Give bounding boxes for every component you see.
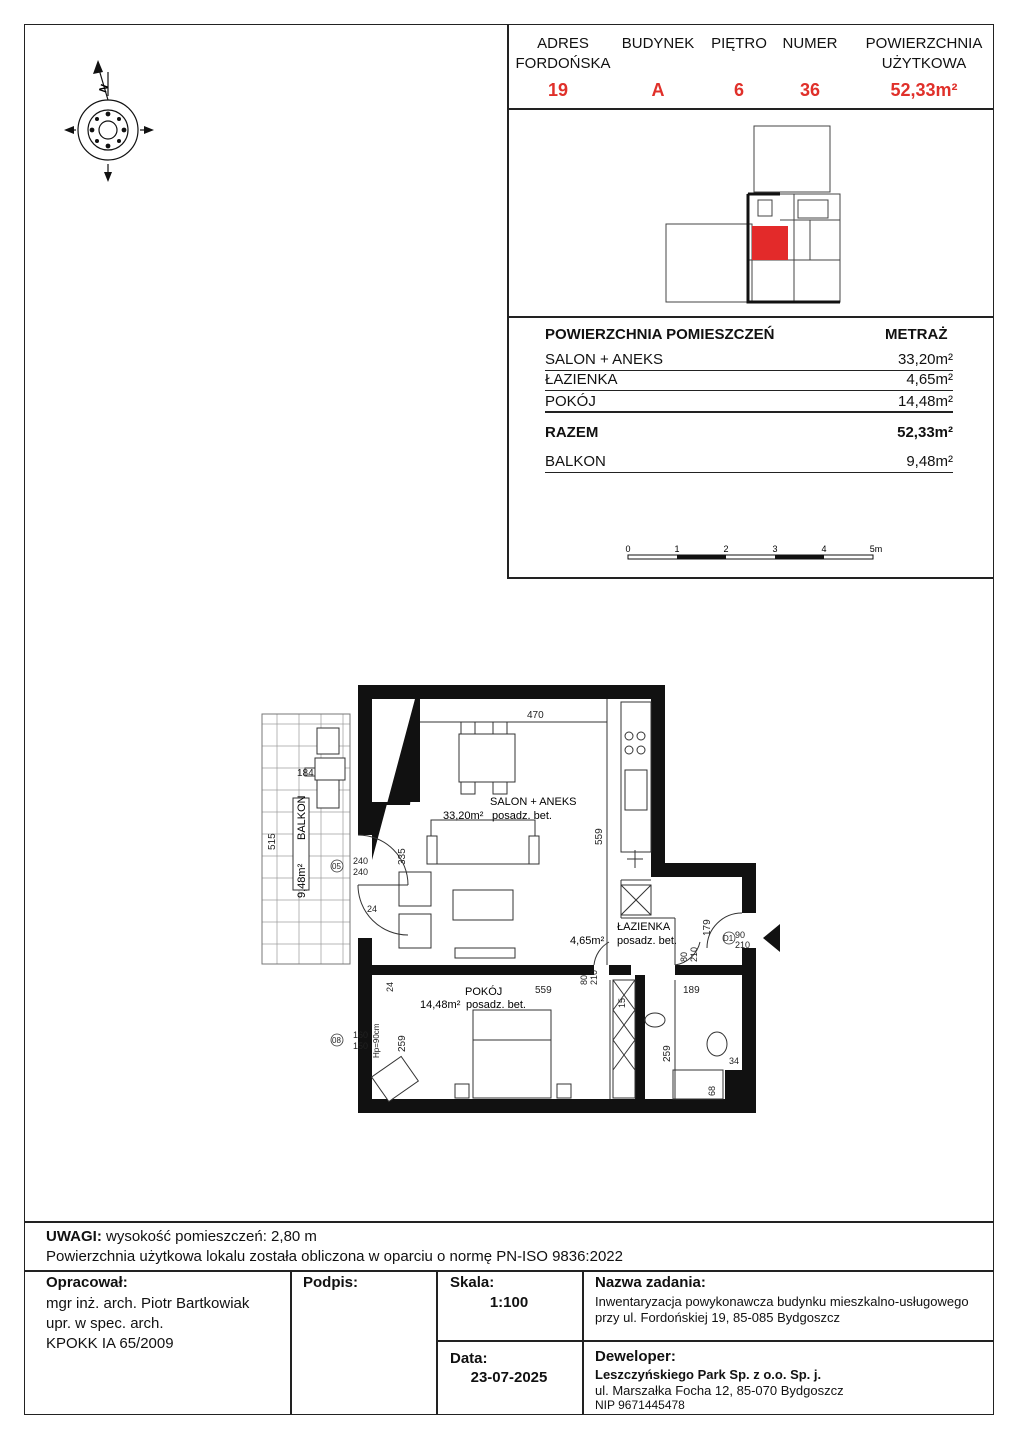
dim-24-a: 24 — [367, 904, 378, 914]
entrance-arrow-icon — [763, 924, 780, 952]
dim-210-b: 210 — [589, 969, 599, 985]
balkon-name: BALKON — [296, 795, 308, 840]
key-plan — [660, 120, 850, 310]
dim-160: 160 — [353, 1030, 369, 1040]
dim-559-pokoj: 559 — [535, 985, 552, 996]
header-value-budynek: A — [651, 80, 665, 100]
lazienka-name: ŁAZIENKA — [617, 921, 671, 933]
room-name: POKÓJ — [545, 393, 596, 410]
opracowal-label: Opracował: — [46, 1274, 128, 1291]
dim-90: 90 — [735, 930, 746, 940]
header-powierzchnia — [855, 34, 993, 74]
pokoj-floor: posadz. bet. — [466, 999, 526, 1011]
dim-24-b: 24 — [385, 981, 395, 992]
scale-tick-2: 2 — [723, 544, 729, 554]
dim-559-salon: 559 — [594, 828, 605, 845]
deweloper-label: Deweloper: — [595, 1348, 676, 1365]
compass-icon — [62, 58, 162, 183]
header-value-powierzchnia: 52,33m² — [890, 80, 958, 100]
room-name: ŁAZIENKA — [545, 371, 618, 388]
data-label: Data: — [450, 1350, 488, 1367]
scale-bar — [620, 540, 890, 566]
dim-335: 335 — [397, 848, 408, 865]
notes-uwagi-label: UWAGI: — [46, 1228, 102, 1245]
header-budynek: BUDYNEK — [621, 35, 695, 52]
notes-uwagi — [46, 1228, 317, 1245]
deweloper-line-2: ul. Marszałka Focha 12, 85-070 Bydgoszcz — [595, 1383, 844, 1398]
header-adres — [508, 34, 618, 74]
total-value: 52,33m² — [897, 424, 953, 441]
zadanie-line-1: Inwentaryzacja powykonawcza budynku mieszkalno-usługowego — [595, 1294, 969, 1309]
rooms-table-metraz: METRAŻ — [885, 326, 948, 343]
room-row-total — [545, 424, 953, 446]
room-area: 14,48m² — [897, 393, 953, 410]
room-area: 33,20m² — [897, 351, 953, 368]
dim-210-c: 210 — [689, 946, 699, 962]
info-block-bottom-border — [507, 577, 994, 579]
notes-line2: Powierzchnia użytkowa lokalu została obliczona w oparciu o normę PN-ISO 9836:2022 — [46, 1248, 623, 1265]
dim-80-a: 80 — [579, 974, 589, 985]
deweloper-line-3: NIP 9671445478 — [595, 1398, 685, 1412]
header-value-pietro: 6 — [733, 80, 744, 100]
tag-08: 08 — [332, 1036, 341, 1045]
dim-240-b: 240 — [353, 867, 369, 877]
dim-15: 15 — [617, 997, 627, 1008]
floor-plan — [255, 680, 785, 1120]
total-label: RAZEM — [545, 424, 599, 441]
lazienka-area: 4,65m² — [570, 935, 605, 947]
pokoj-name: POKÓJ — [465, 986, 503, 998]
dim-150: 150 — [353, 1041, 369, 1051]
lazienka-floor: posadz. bet. — [617, 935, 677, 947]
pokoj-area: 14,48m² — [420, 999, 461, 1011]
zadanie-label: Nazwa zadania: — [595, 1274, 706, 1291]
header-numer: NUMER — [782, 35, 838, 52]
header-label-2: FORDOŃSKA — [515, 55, 611, 72]
header-value-adres: 19 — [547, 80, 569, 100]
balcony-value: 9,48m² — [906, 453, 953, 470]
header-label: POWIERZCHNIA — [865, 35, 983, 52]
scale-tick-0: 0 — [625, 544, 631, 554]
dim-179: 179 — [702, 919, 713, 936]
salon-area: 33,20m² — [443, 810, 484, 822]
dim-259-pokoj: 259 — [397, 1035, 408, 1052]
scale-tick-1: 1 — [674, 544, 680, 554]
dim-240-a: 240 — [353, 856, 369, 866]
salon-name: SALON + ANEKS — [490, 796, 577, 808]
header-divider — [507, 108, 994, 110]
dim-34: 34 — [729, 1056, 740, 1066]
dim-hp: Hp=90cm — [372, 1023, 381, 1058]
compass-north-label: N — [97, 82, 112, 95]
dim-80-b: 80 — [679, 951, 689, 962]
opracowal-line-3: KPOKK IA 65/2009 — [46, 1335, 174, 1352]
header-label: ADRES — [537, 35, 589, 52]
dim-68: 68 — [707, 1085, 717, 1096]
notes-uwagi-text: wysokość pomieszczeń: 2,80 m — [106, 1228, 317, 1245]
balcony-label: BALKON — [545, 453, 606, 470]
scale-tick-4: 4 — [821, 544, 827, 554]
skala-value: 1:100 — [489, 1294, 529, 1311]
dim-184: 184 — [297, 768, 314, 779]
podpis-label: Podpis: — [303, 1274, 358, 1291]
dim-470: 470 — [527, 710, 544, 721]
opracowal-line-1: mgr inż. arch. Piotr Bartkowiak — [46, 1295, 250, 1312]
dim-210-a: 210 — [735, 940, 751, 950]
skala-label: Skala: — [450, 1274, 495, 1291]
tag-d1: D1 — [723, 934, 734, 943]
room-area: 4,65m² — [906, 371, 953, 388]
dim-259-lazienka: 259 — [662, 1045, 673, 1062]
scale-tick-5: 5m — [869, 544, 883, 554]
room-name: SALON + ANEKS — [545, 351, 663, 368]
salon-floor: posadz. bet. — [492, 810, 552, 822]
tag-05: 05 — [332, 862, 341, 871]
header-value-numer: 36 — [799, 80, 821, 100]
scale-tick-3: 3 — [772, 544, 778, 554]
balkon-area: 9,48m² — [296, 863, 308, 898]
dim-515: 515 — [267, 833, 278, 850]
opracowal-line-2: upr. w spec. arch. — [46, 1315, 164, 1332]
header-pietro: PIĘTRO — [711, 35, 767, 52]
deweloper-line-1: Leszczyńskiego Park Sp. z o.o. Sp. j. — [595, 1367, 822, 1382]
zadanie-line-2: przy ul. Fordońskiej 19, 85-085 Bydgoszcz — [595, 1310, 840, 1325]
keyplan-divider — [507, 316, 994, 318]
dim-189: 189 — [683, 985, 700, 996]
data-value: 23-07-2025 — [470, 1369, 548, 1386]
header-label-2: UŻYTKOWA — [881, 55, 967, 72]
rooms-table-title: POWIERZCHNIA POMIESZCZEŃ — [545, 326, 775, 343]
